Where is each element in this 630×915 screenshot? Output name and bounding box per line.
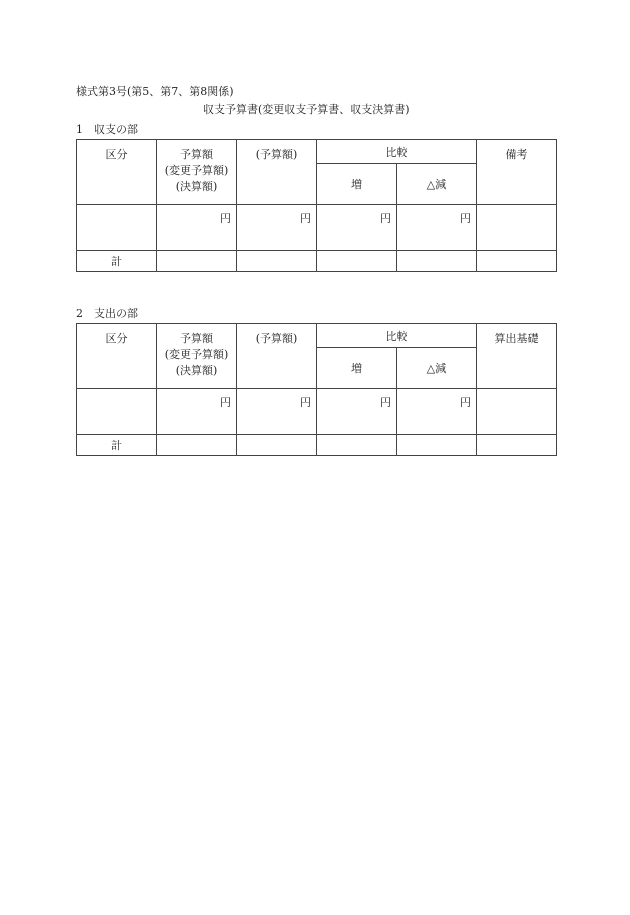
header-prev-budget: (予算額)	[237, 140, 317, 205]
header-prev-budget: (予算額)	[237, 324, 317, 389]
total-decrease[interactable]	[397, 435, 477, 456]
total-budget[interactable]	[157, 251, 237, 272]
total-prev-budget[interactable]	[237, 251, 317, 272]
total-increase[interactable]	[317, 251, 397, 272]
header-calculation-basis: 算出基礎	[477, 324, 557, 389]
entry-increase-yen[interactable]: 円	[317, 389, 397, 435]
entry-category[interactable]	[77, 389, 157, 435]
header-category: 区分	[77, 324, 157, 389]
document-title: 収支予算書(変更収支予算書、収支決算書)	[203, 103, 410, 116]
entry-budget-yen[interactable]: 円	[157, 389, 237, 435]
header-remarks: 備考	[477, 140, 557, 205]
entry-category[interactable]	[77, 205, 157, 251]
header-decrease: △減	[397, 164, 477, 205]
header-budget-line1: 予算額	[180, 332, 213, 345]
total-budget[interactable]	[157, 435, 237, 456]
header-category: 区分	[77, 140, 157, 205]
total-increase[interactable]	[317, 435, 397, 456]
header-budget	[157, 324, 237, 389]
header-increase: 増	[317, 164, 397, 205]
total-decrease[interactable]	[397, 251, 477, 272]
header-budget-line2: (変更予算額)	[164, 348, 229, 361]
header-budget-line1: 予算額	[180, 148, 213, 161]
total-label: 計	[77, 251, 157, 272]
total-remarks[interactable]	[477, 251, 557, 272]
header-increase: 増	[317, 348, 397, 389]
header-comparison: 比較	[317, 324, 477, 348]
total-prev-budget[interactable]	[237, 435, 317, 456]
entry-prev-budget-yen[interactable]: 円	[237, 205, 317, 251]
total-calculation-basis[interactable]	[477, 435, 557, 456]
expense-section-heading: 2 支出の部	[76, 307, 138, 320]
form-number: 様式第3号(第5、第7、第8関係)	[76, 85, 234, 98]
header-budget-line3: (決算額)	[175, 180, 218, 193]
header-decrease: △減	[397, 348, 477, 389]
header-budget	[157, 140, 237, 205]
entry-calculation-basis[interactable]	[477, 389, 557, 435]
entry-increase-yen[interactable]: 円	[317, 205, 397, 251]
entry-remarks[interactable]	[477, 205, 557, 251]
entry-prev-budget-yen[interactable]: 円	[237, 389, 317, 435]
entry-decrease-yen[interactable]: 円	[397, 389, 477, 435]
header-budget-line3: (決算額)	[175, 364, 218, 377]
header-comparison: 比較	[317, 140, 477, 164]
entry-decrease-yen[interactable]: 円	[397, 205, 477, 251]
header-budget-line2: (変更予算額)	[164, 164, 229, 177]
expense-table	[76, 323, 557, 456]
total-label: 計	[77, 435, 157, 456]
income-section-heading: 1 収支の部	[76, 123, 138, 136]
income-table	[76, 139, 557, 272]
entry-budget-yen[interactable]: 円	[157, 205, 237, 251]
